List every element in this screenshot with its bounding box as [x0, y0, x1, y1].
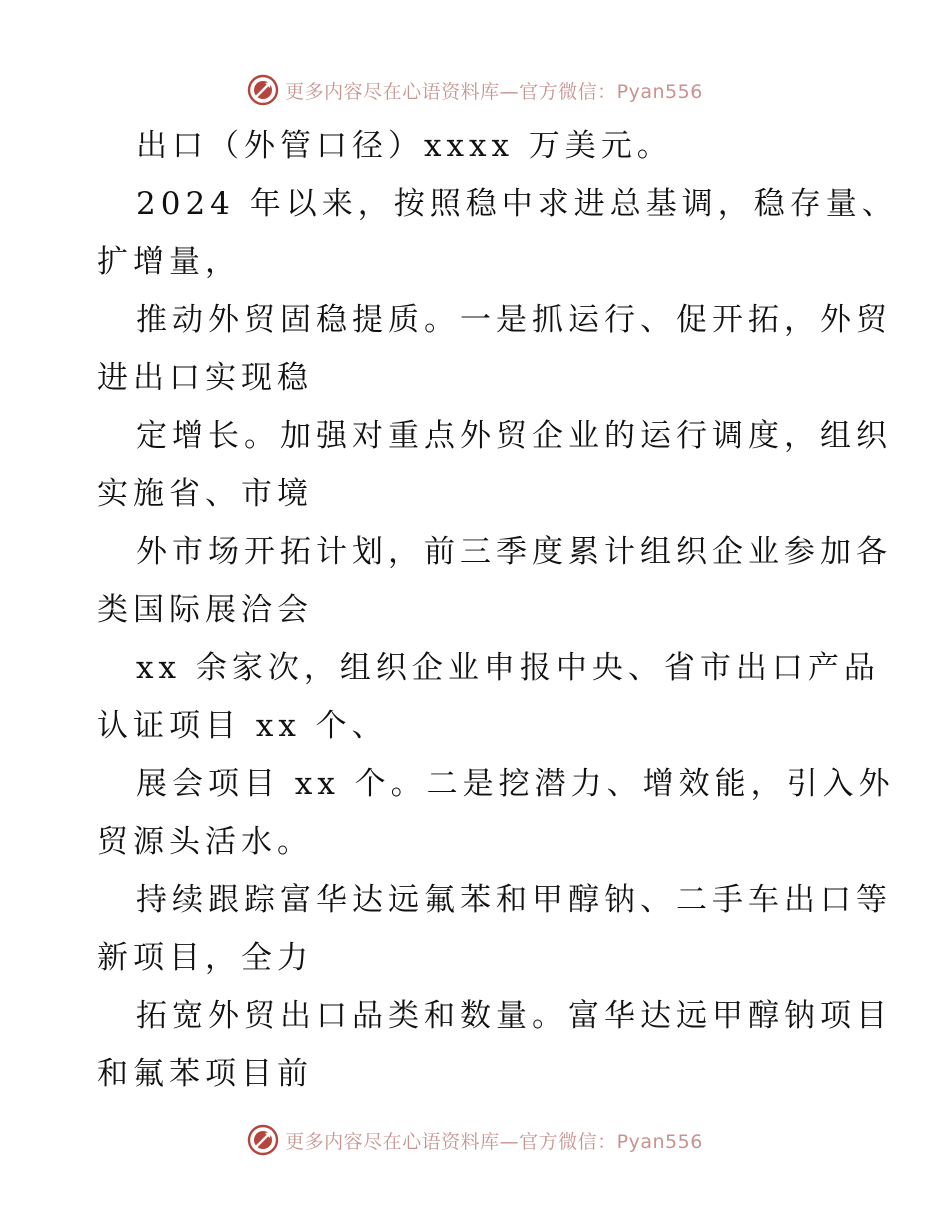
- quill-seal-icon: [247, 1124, 279, 1156]
- text-line: 新项目，全力: [97, 940, 313, 976]
- footer-watermark: [0, 1120, 950, 1160]
- text-line: xx 余家次，组织企业申报中央、省市出口产品: [136, 650, 880, 686]
- text-line: 展会项目 xx 个。二是挖潜力、增效能，引入外: [136, 766, 895, 802]
- text-line: 贸源头活水。: [97, 824, 313, 860]
- watermark-wechat-id: Pyan556: [616, 80, 703, 103]
- header-watermark: [0, 70, 950, 110]
- text-line: 类国际展洽会: [97, 592, 313, 628]
- text-line: 实施省、市境: [97, 476, 313, 512]
- text-line: 定增长。加强对重点外贸企业的运行调度，组织: [136, 418, 892, 454]
- text-line: 外市场开拓计划，前三季度累计组织企业参加各: [136, 534, 892, 570]
- watermark-text: [285, 1127, 703, 1154]
- quill-seal-icon: [247, 74, 279, 106]
- text-line: 和氟苯项目前: [97, 1056, 313, 1092]
- watermark-label: 更多内容尽在心语资料库—官方微信：: [285, 80, 617, 103]
- text-line: 持续跟踪富华达远氟苯和甲醇钠、二手车出口等: [136, 882, 892, 918]
- watermark-text: [285, 77, 703, 104]
- text-line: 2024 年以来，按照稳中求进总基调，稳存量、: [136, 186, 898, 222]
- text-line: 出口（外管口径）xxxx 万美元。: [136, 128, 673, 164]
- text-line: 认证项目 xx 个、: [97, 708, 388, 744]
- text-line: 进出口实现稳: [97, 360, 313, 396]
- text-line: 推动外贸固稳提质。一是抓运行、促开拓，外贸: [136, 302, 892, 338]
- text-line: 拓宽外贸出口品类和数量。富华达远甲醇钠项目: [136, 998, 892, 1034]
- watermark-label: 更多内容尽在心语资料库—官方微信：: [285, 1130, 617, 1153]
- text-line: 扩增量，: [97, 244, 241, 280]
- watermark-wechat-id: Pyan556: [616, 1130, 703, 1153]
